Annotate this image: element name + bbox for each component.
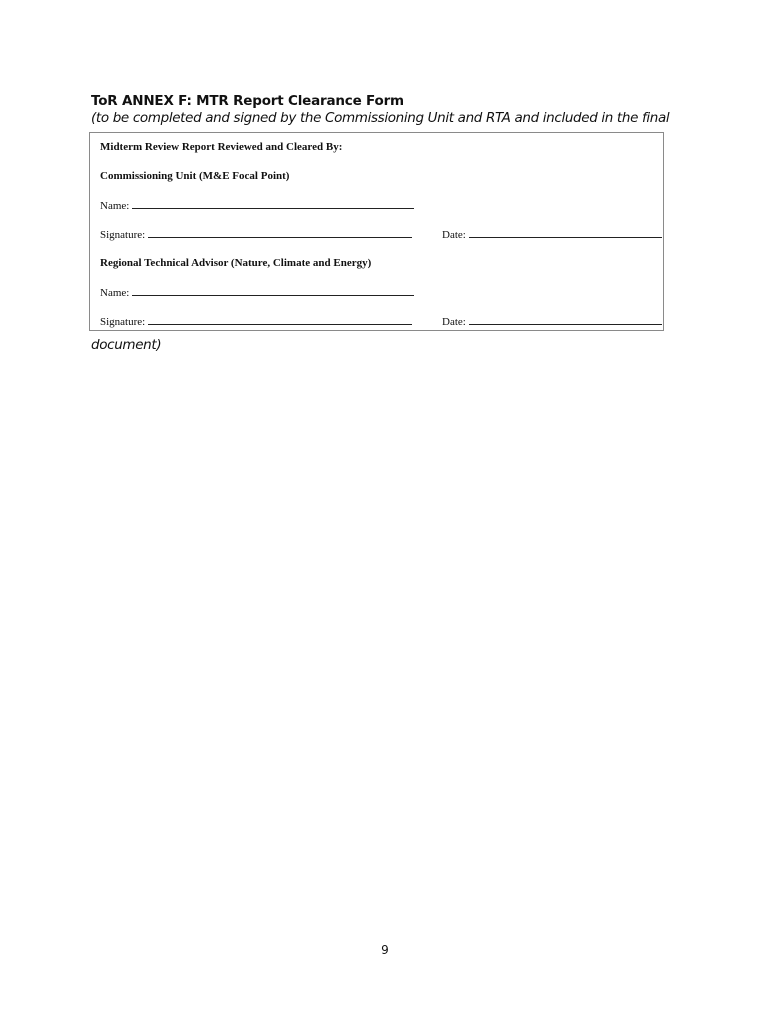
- name-label: Name:: [100, 287, 130, 299]
- name-label: Name:: [100, 200, 130, 212]
- signature-label: Signature:: [100, 229, 146, 241]
- rta-signature-row: [100, 315, 660, 328]
- signature-field[interactable]: [148, 315, 412, 325]
- name-field[interactable]: [132, 199, 414, 209]
- date-label: Date:: [442, 229, 466, 241]
- name-field[interactable]: [132, 286, 414, 296]
- rta-name-row: [100, 286, 414, 299]
- signature-label: Signature:: [100, 316, 146, 328]
- date-label: Date:: [442, 316, 466, 328]
- clearance-form-box: [89, 132, 664, 331]
- date-group: [442, 228, 662, 241]
- form-title: Midterm Review Report Reviewed and Cleared By:: [100, 141, 343, 153]
- commissioning-unit-heading: Commissioning Unit (M&E Focal Point): [100, 170, 290, 182]
- commissioning-name-row: [100, 199, 414, 212]
- date-field[interactable]: [469, 315, 662, 325]
- date-field[interactable]: [469, 228, 662, 238]
- date-group: [442, 315, 662, 328]
- commissioning-signature-row: [100, 228, 660, 241]
- rta-heading: Regional Technical Advisor (Nature, Climate and Energy): [100, 257, 372, 269]
- signature-field[interactable]: [148, 228, 412, 238]
- form-instructions: (to be completed and signed by the Commissioning Unit and RTA and included in the final: [91, 110, 670, 126]
- page-number: 9: [381, 943, 389, 957]
- form-instructions-continued: document): [91, 337, 162, 353]
- form-heading: ToR ANNEX F: MTR Report Clearance Form: [91, 93, 404, 109]
